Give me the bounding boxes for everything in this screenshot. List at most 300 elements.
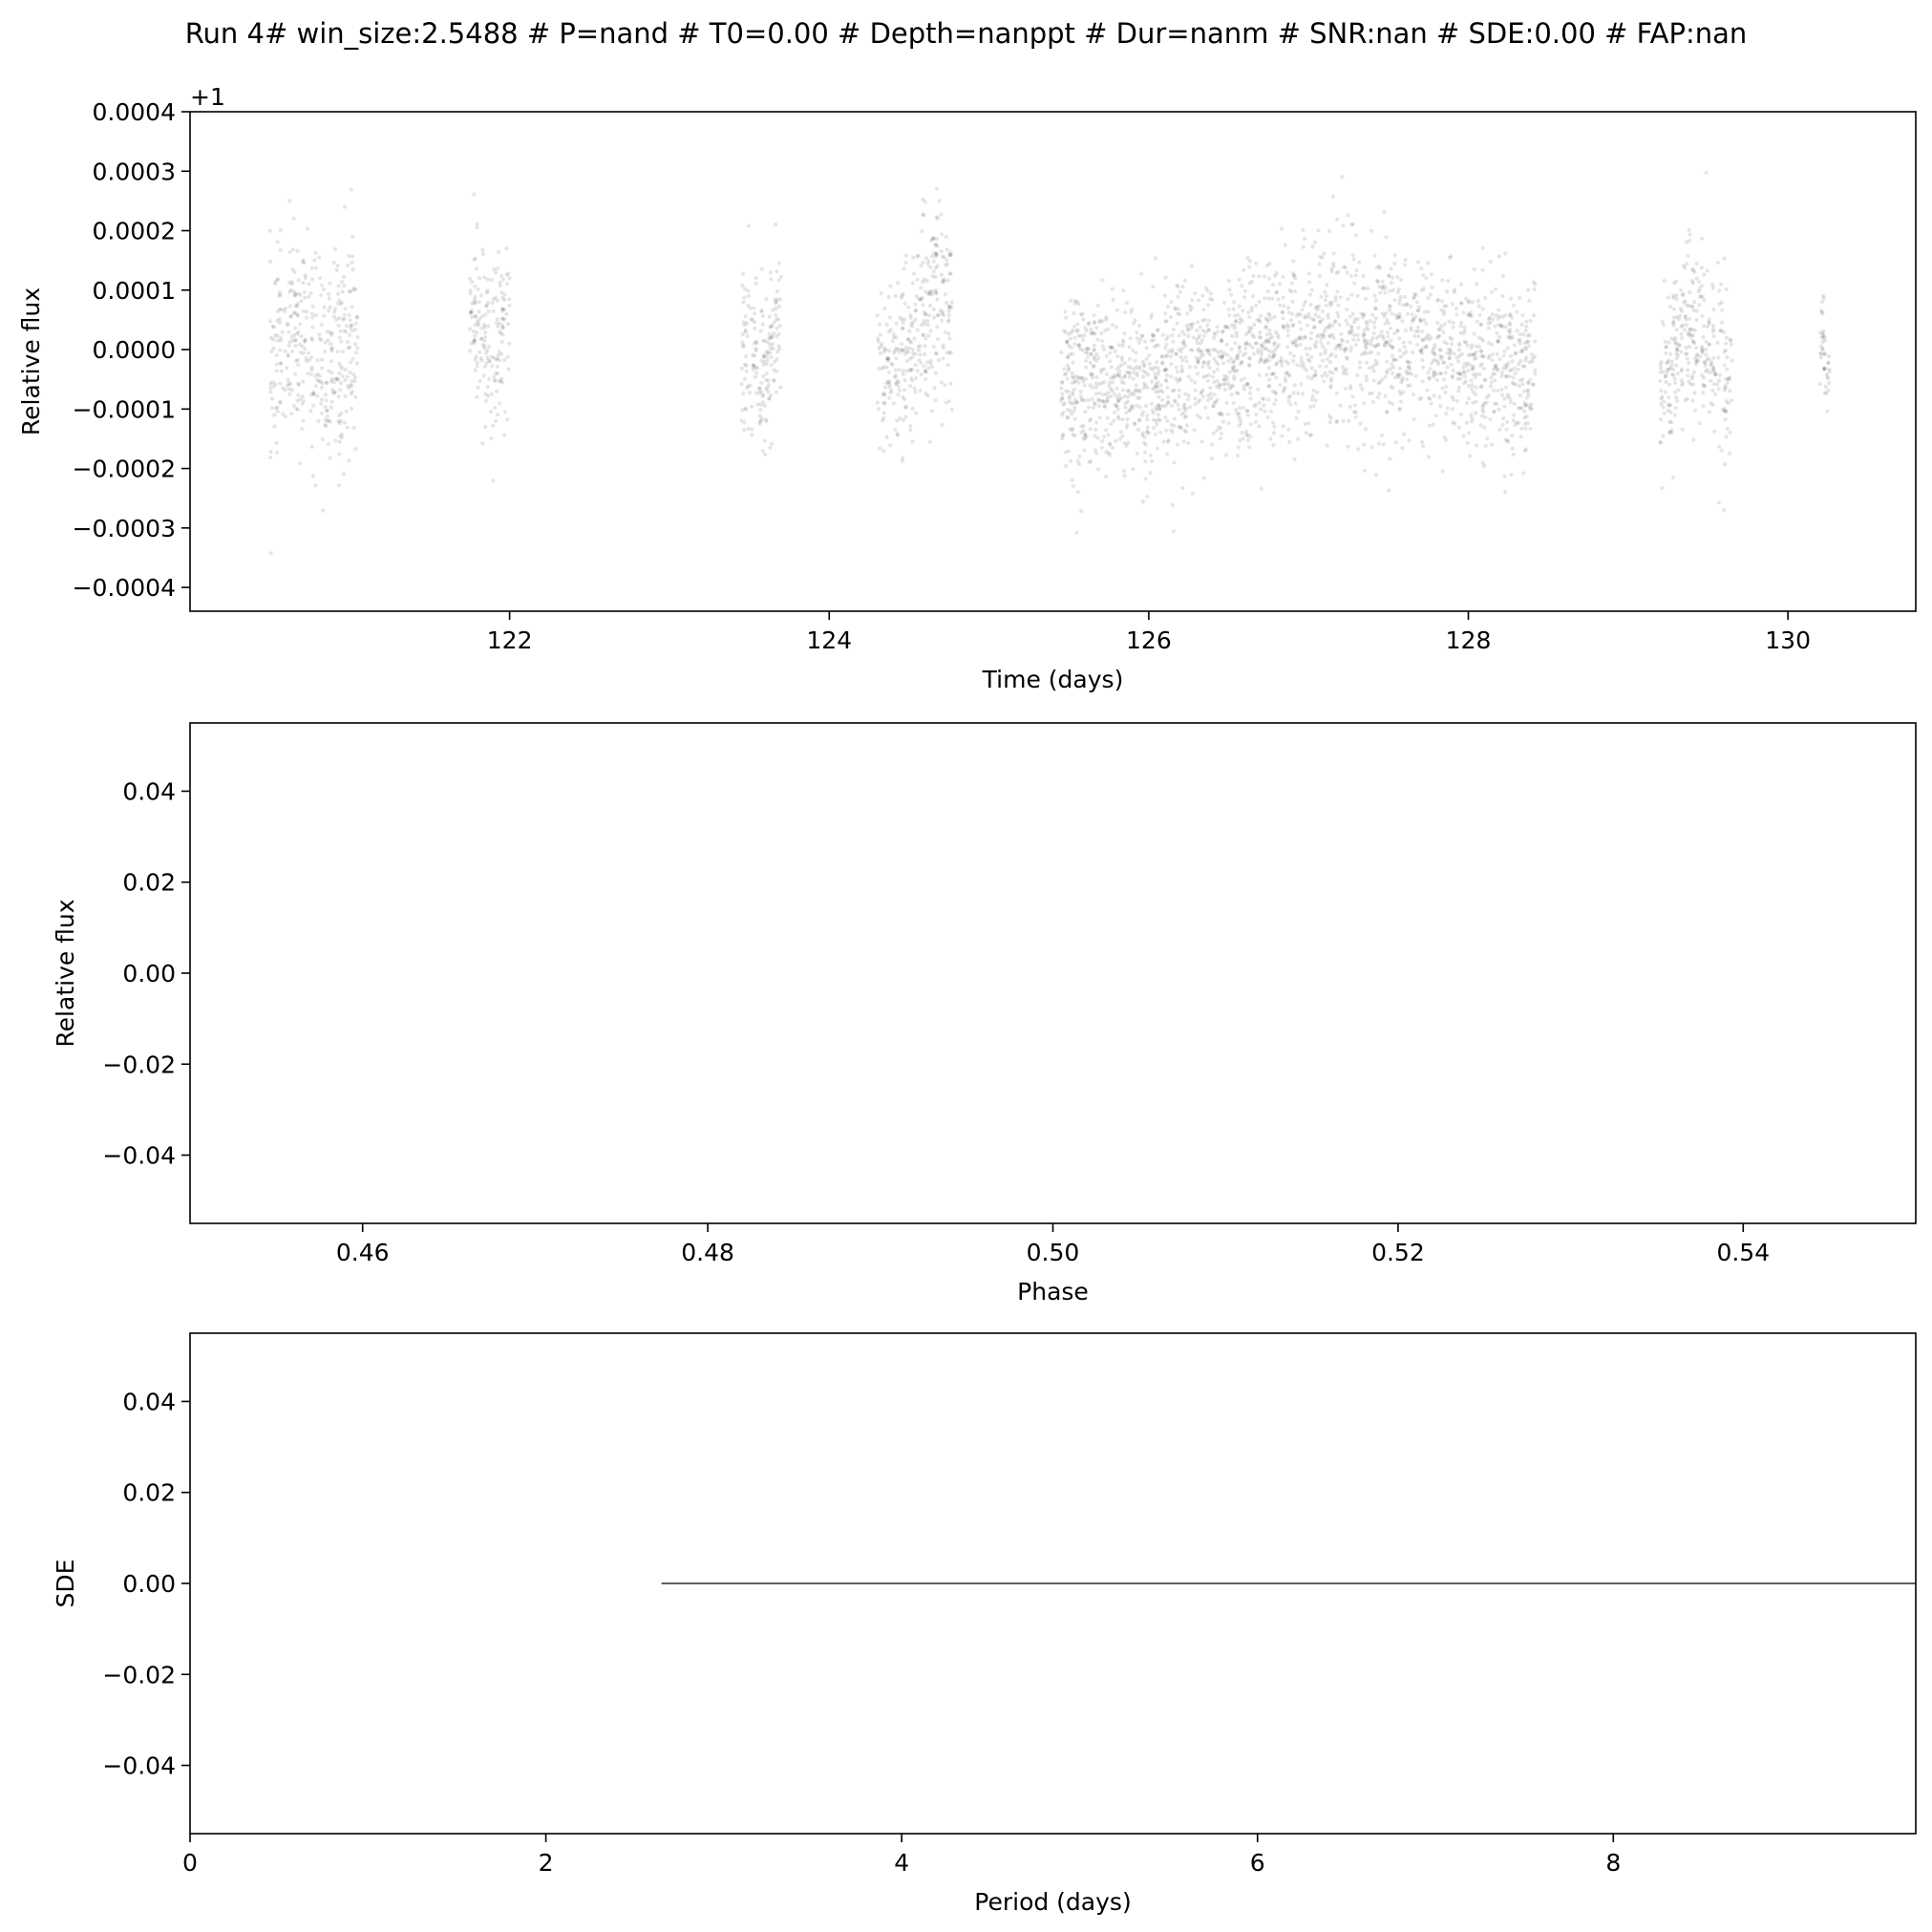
flux-point [1189, 378, 1193, 382]
flux-point [1345, 355, 1348, 359]
flux-point [1280, 227, 1284, 231]
flux-point [273, 382, 277, 386]
flux-point [1456, 389, 1460, 393]
flux-point [1402, 341, 1406, 345]
flux-point [1292, 354, 1296, 358]
flux-point [939, 213, 943, 217]
flux-point [1266, 397, 1270, 401]
flux-point [921, 333, 924, 337]
flux-point [946, 320, 950, 324]
flux-point [1171, 431, 1175, 435]
flux-point [942, 346, 945, 350]
flux-point [1239, 317, 1242, 321]
flux-point [1452, 321, 1455, 325]
flux-point [1377, 285, 1381, 288]
flux-point [1414, 374, 1418, 378]
flux-point [1089, 372, 1093, 376]
flux-point [945, 247, 949, 251]
flux-point [1085, 347, 1089, 350]
flux-point [1470, 419, 1474, 423]
flux-point [894, 381, 898, 385]
flux-point [754, 347, 757, 350]
flux-point [500, 326, 504, 329]
flux-point [276, 309, 280, 313]
flux-point [278, 382, 282, 386]
flux-point [745, 370, 749, 373]
flux-point [1455, 399, 1459, 403]
flux-point [946, 331, 950, 335]
flux-point [1120, 434, 1124, 437]
flux-point [1465, 364, 1469, 368]
flux-point [912, 272, 916, 276]
flux-point [506, 322, 510, 326]
flux-point [1421, 365, 1425, 369]
flux-point [1412, 393, 1415, 396]
flux-point [1318, 274, 1322, 278]
flux-point [1312, 404, 1316, 408]
flux-point [769, 277, 773, 281]
flux-point [919, 361, 923, 365]
flux-point [1515, 310, 1518, 314]
flux-point [1713, 393, 1717, 396]
flux-point [1354, 343, 1358, 347]
flux-point [747, 294, 751, 298]
flux-point [1519, 427, 1523, 431]
flux-point [1171, 503, 1175, 507]
flux-point [298, 322, 302, 326]
flux-point [1268, 313, 1272, 317]
flux-point [310, 445, 314, 449]
flux-point [1475, 350, 1478, 354]
flux-point [740, 341, 744, 345]
flux-point [468, 349, 472, 352]
flux-point [305, 316, 308, 320]
flux-point [1522, 410, 1526, 414]
flux-point [1683, 328, 1687, 331]
flux-point [478, 350, 481, 354]
flux-point [1225, 353, 1229, 357]
flux-point [1258, 330, 1262, 334]
flux-point [1716, 356, 1720, 360]
flux-point [1476, 299, 1480, 303]
flux-point [1431, 350, 1434, 354]
flux-point [1522, 389, 1526, 393]
flux-point [507, 342, 511, 346]
flux-point [898, 368, 902, 372]
flux-point [1254, 262, 1258, 265]
flux-point [882, 350, 886, 353]
flux-point [472, 258, 476, 262]
flux-point [1237, 445, 1241, 449]
flux-point [905, 359, 909, 363]
flux-point [1513, 343, 1517, 347]
flux-point [1673, 381, 1677, 385]
flux-point [1730, 343, 1733, 347]
flux-point [1291, 359, 1295, 363]
flux-point [1322, 251, 1326, 255]
flux-point [310, 326, 314, 329]
flux-point [275, 441, 279, 445]
flux-point [1677, 388, 1681, 392]
flux-point [292, 404, 296, 408]
flux-point [1141, 499, 1145, 503]
flux-point [1339, 332, 1343, 336]
flux-point [1360, 387, 1364, 391]
flux-point [928, 265, 932, 269]
flux-point [765, 372, 769, 375]
flux-point [1362, 340, 1366, 344]
flux-point [1063, 309, 1067, 313]
flux-point [1389, 339, 1392, 343]
flux-point [296, 358, 300, 362]
flux-point [276, 240, 280, 244]
flux-point [295, 249, 299, 253]
flux-point [1195, 329, 1199, 332]
flux-point [1680, 370, 1684, 373]
flux-point [324, 381, 328, 385]
flux-point [1128, 374, 1132, 378]
flux-point [490, 393, 494, 396]
flux-point [761, 449, 765, 453]
flux-point [1369, 319, 1372, 323]
flux-point [1102, 435, 1106, 438]
flux-point [1702, 404, 1706, 408]
flux-point [283, 350, 287, 353]
flux-point [1178, 350, 1182, 353]
flux-point [1466, 369, 1470, 372]
flux-point [1191, 492, 1195, 496]
flux-point [1414, 293, 1418, 297]
flux-point [1306, 323, 1309, 327]
flux-point [1374, 473, 1378, 477]
flux-point [889, 328, 893, 331]
flux-point [1473, 331, 1476, 335]
flux-point [948, 382, 952, 386]
flux-point [1717, 378, 1721, 382]
flux-point [1193, 428, 1197, 432]
flux-point [1284, 376, 1287, 380]
flux-point [476, 386, 479, 390]
flux-point [291, 267, 295, 271]
flux-point [1439, 357, 1443, 361]
flux-point [1718, 329, 1722, 332]
flux-point [1157, 395, 1160, 399]
flux-point [345, 324, 349, 328]
flux-point [303, 296, 307, 300]
axes-frame [190, 723, 1916, 1223]
flux-point [1154, 256, 1157, 260]
flux-point [310, 315, 314, 319]
flux-point [1715, 382, 1719, 386]
flux-point [1230, 393, 1234, 396]
x-tick-label: 6 [1249, 1849, 1265, 1877]
flux-point [301, 402, 305, 406]
flux-point [1086, 398, 1090, 402]
flux-point [878, 323, 881, 327]
flux-point [1301, 392, 1305, 395]
flux-point [741, 392, 745, 395]
flux-point [1117, 370, 1121, 373]
flux-point [1196, 341, 1200, 345]
flux-point [1170, 333, 1174, 337]
flux-point [1140, 434, 1144, 437]
flux-point [1698, 421, 1702, 425]
flux-point [1514, 351, 1518, 355]
flux-point [1129, 366, 1133, 370]
flux-point [1072, 311, 1075, 315]
flux-point [1457, 386, 1461, 390]
flux-point [352, 379, 356, 383]
flux-point [1100, 399, 1104, 403]
flux-point [1729, 431, 1732, 435]
flux-point [1075, 300, 1079, 304]
flux-point [1433, 393, 1436, 397]
flux-point [504, 246, 508, 250]
flux-point [1459, 321, 1463, 325]
flux-point [1398, 367, 1402, 371]
flux-point [502, 292, 506, 296]
flux-point [1137, 324, 1141, 328]
flux-point [1248, 435, 1252, 438]
flux-point [904, 254, 908, 258]
flux-point [1138, 365, 1142, 369]
figure-title: Run 4# win_size:2.5488 # P=nand # T0=0.00 # Depth=nanppt # Dur=nanm # SNR:nan # SDE:0.00 # FAP:nan [184, 17, 1748, 50]
flux-point [1424, 276, 1428, 280]
flux-point [1150, 339, 1154, 343]
flux-point [1204, 374, 1208, 378]
flux-point [1109, 422, 1113, 426]
flux-point [759, 390, 763, 393]
flux-point [293, 372, 297, 376]
flux-point [347, 458, 350, 462]
flux-point [932, 260, 936, 264]
flux-point [1093, 348, 1096, 351]
flux-point [1159, 383, 1163, 387]
flux-point [1200, 294, 1204, 298]
flux-point [1512, 453, 1516, 456]
flux-point [1529, 319, 1533, 323]
y-tick-label: 0.0002 [92, 217, 176, 245]
flux-point [926, 259, 930, 263]
flux-point [1261, 396, 1264, 400]
flux-point [1381, 311, 1385, 315]
flux-point [1287, 440, 1291, 444]
flux-point [310, 277, 314, 281]
flux-point [268, 450, 272, 454]
flux-point [353, 447, 357, 451]
flux-point [1180, 486, 1184, 490]
flux-point [1106, 416, 1110, 420]
flux-point [1286, 428, 1290, 432]
flux-point [1394, 358, 1398, 362]
flux-point [1077, 462, 1081, 466]
flux-point [1376, 395, 1380, 399]
flux-point [348, 333, 351, 337]
flux-point [351, 372, 355, 376]
flux-point [1069, 409, 1072, 413]
flux-point [1351, 338, 1355, 342]
flux-point [292, 311, 296, 315]
flux-point [1225, 343, 1229, 347]
flux-point [473, 285, 477, 288]
flux-point [268, 390, 272, 393]
flux-point [744, 354, 748, 358]
flux-point [1275, 271, 1279, 275]
flux-point [1260, 356, 1263, 360]
flux-point [287, 393, 291, 396]
flux-point [1493, 325, 1497, 329]
flux-point [935, 187, 939, 191]
flux-point [1291, 323, 1295, 327]
flux-point [1093, 448, 1097, 452]
flux-point [1263, 410, 1267, 414]
flux-point [1386, 330, 1390, 334]
flux-point [1695, 262, 1699, 265]
flux-point [876, 313, 880, 317]
flux-point [1689, 305, 1693, 308]
x-tick-label: 128 [1445, 626, 1492, 654]
flux-point [1321, 317, 1325, 321]
flux-point [1389, 327, 1392, 330]
flux-point [924, 377, 927, 381]
flux-point [1268, 332, 1272, 336]
flux-point [936, 337, 940, 341]
flux-point [1306, 352, 1309, 356]
flux-point [1439, 308, 1443, 312]
flux-point [1435, 378, 1439, 382]
flux-point [877, 347, 881, 350]
flux-point [1397, 375, 1401, 379]
flux-point [1717, 445, 1721, 449]
flux-point [881, 449, 885, 453]
flux-point [943, 255, 946, 259]
flux-point [934, 251, 938, 255]
flux-point [906, 337, 910, 341]
flux-point [469, 311, 473, 315]
flux-point [1237, 278, 1241, 282]
flux-point [1296, 437, 1300, 441]
flux-point [1274, 398, 1278, 402]
flux-point [310, 312, 314, 316]
flux-point [474, 369, 478, 372]
flux-point [1267, 366, 1271, 370]
flux-point [877, 407, 881, 411]
flux-point [1518, 338, 1522, 342]
flux-point [1659, 441, 1663, 445]
flux-point [1267, 358, 1271, 362]
flux-point [1288, 351, 1292, 355]
flux-point [502, 308, 506, 311]
flux-point [1693, 329, 1697, 332]
flux-point [1324, 298, 1327, 302]
flux-point [1164, 429, 1168, 433]
flux-point [319, 338, 323, 342]
flux-point [887, 295, 891, 299]
flux-point [496, 365, 499, 369]
flux-point [491, 424, 495, 428]
flux-point [1132, 377, 1136, 381]
flux-point [1123, 406, 1127, 410]
flux-point [1458, 377, 1462, 381]
flux-point [1212, 331, 1216, 335]
flux-point [1688, 290, 1691, 294]
flux-point [323, 350, 327, 353]
flux-point [940, 319, 944, 323]
flux-point [1273, 391, 1277, 394]
flux-point [1125, 301, 1129, 305]
flux-point [1328, 360, 1332, 364]
flux-point [1221, 382, 1225, 386]
flux-point [296, 330, 300, 334]
flux-point [1309, 355, 1313, 359]
y-axis-label: Relative flux [52, 899, 79, 1048]
x-tick-label: 0 [182, 1849, 198, 1877]
flux-point [1484, 444, 1488, 448]
flux-point [898, 389, 902, 393]
flux-point [1190, 306, 1194, 309]
flux-point [1186, 397, 1190, 401]
flux-point [1329, 269, 1333, 273]
flux-point [320, 412, 324, 415]
flux-point [1256, 388, 1260, 392]
flux-point [1108, 441, 1112, 445]
flux-point [1497, 428, 1501, 432]
flux-point [483, 330, 487, 334]
flux-point [1145, 357, 1149, 361]
flux-point [350, 235, 354, 239]
flux-point [936, 264, 940, 267]
x-tick-label: 0.52 [1371, 1239, 1425, 1266]
flux-point [328, 297, 331, 301]
flux-point [1152, 412, 1156, 415]
flux-point [1072, 325, 1076, 329]
flux-point [279, 338, 283, 342]
flux-point [301, 281, 305, 285]
flux-point [919, 286, 923, 289]
flux-point [1148, 362, 1152, 366]
flux-point [1176, 295, 1179, 299]
flux-point [1267, 262, 1271, 265]
flux-point [886, 380, 890, 384]
flux-point [1672, 281, 1676, 285]
flux-point [1112, 419, 1115, 423]
flux-point [1238, 346, 1242, 350]
flux-point [1518, 296, 1521, 300]
flux-point [1308, 347, 1312, 350]
flux-point [478, 300, 481, 304]
x-tick-label: 0.50 [1026, 1239, 1080, 1266]
flux-point [1724, 342, 1728, 346]
flux-point [1287, 374, 1291, 378]
flux-point [770, 363, 774, 367]
flux-point [1260, 352, 1263, 356]
flux-point [1267, 384, 1271, 388]
flux-point [306, 372, 309, 375]
flux-point [1242, 295, 1246, 299]
flux-point [744, 314, 748, 318]
flux-point [1308, 303, 1312, 307]
flux-point [939, 308, 943, 312]
flux-point [1437, 395, 1441, 399]
flux-point [270, 396, 274, 400]
flux-point [1523, 415, 1527, 419]
flux-point [1281, 316, 1284, 320]
flux-point [1469, 413, 1473, 416]
flux-point [1662, 323, 1666, 327]
flux-point [933, 243, 937, 246]
flux-point [1242, 406, 1245, 410]
flux-point [1237, 392, 1241, 395]
